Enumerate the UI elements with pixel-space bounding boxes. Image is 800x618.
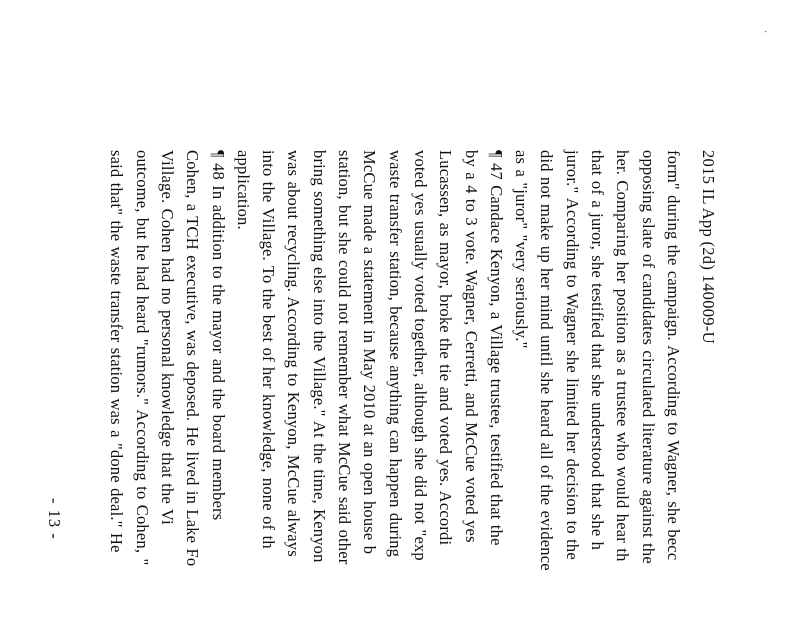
- text-line: as a "juror" "very seriously.": [512, 150, 532, 349]
- text-line: Village. Cohen had no personal knowledge that the Vi: [158, 150, 177, 525]
- text-line: did not make up her mind until she heard all of the evidence: [537, 150, 557, 571]
- text-line: juror." According to Wagner she limited her decision to the: [562, 150, 582, 560]
- text-line: opposing slate of candidates circulated literature against the: [638, 150, 658, 564]
- text-line: was about recycling. According to Kenyon, McCue always: [284, 150, 304, 557]
- text-line: by a 4 to 3 vote. Wagner, Cerretti, and McCue voted yes: [461, 150, 481, 543]
- text-line: McCue made a statement in May 2010 at an open house b: [360, 150, 380, 555]
- text-line: application.: [233, 150, 253, 230]
- text-line: Lucassen, as mayor, broke the tie and voted yes. Accordi: [436, 150, 456, 546]
- text-line: station, but she could not remember what McCue said other: [335, 150, 355, 565]
- case-citation-header: 2015 IL App (2d) 140009-U: [699, 150, 718, 344]
- text-line: into the Village. To the best of her knowledge, none of th: [259, 150, 279, 549]
- text-line: form" during the campaign. According to Wagner, she becc: [664, 150, 683, 561]
- text-line: ¶ 47 Candace Kenyon, a Village trustee, testified that the: [486, 150, 506, 546]
- corner-mark: ·: [759, 30, 770, 34]
- text-line: bring something else into the Village." At the time, Kenyon: [309, 150, 329, 563]
- text-line: voted yes usually voted together, although she did not "exp: [411, 150, 430, 561]
- text-line: that of a juror, she testified that she understood that she h: [588, 150, 608, 551]
- text-line: Cohen, a TCH executive, was deposed. He lived in Lake Fo: [183, 150, 203, 567]
- page-number: - 13 -: [45, 498, 64, 540]
- text-line: outcome, but he had heard "rumors." According to Cohen, ": [132, 150, 152, 566]
- text-line: said that" the waste transfer station was a "done deal." He: [107, 150, 127, 553]
- text-line: her. Comparing her position as a trustee who would hear th: [613, 150, 633, 562]
- text-line: ¶ 48 In addition to the mayor and the board members: [208, 150, 228, 521]
- text-line: waste transfer station, because anything can happen during: [385, 150, 405, 558]
